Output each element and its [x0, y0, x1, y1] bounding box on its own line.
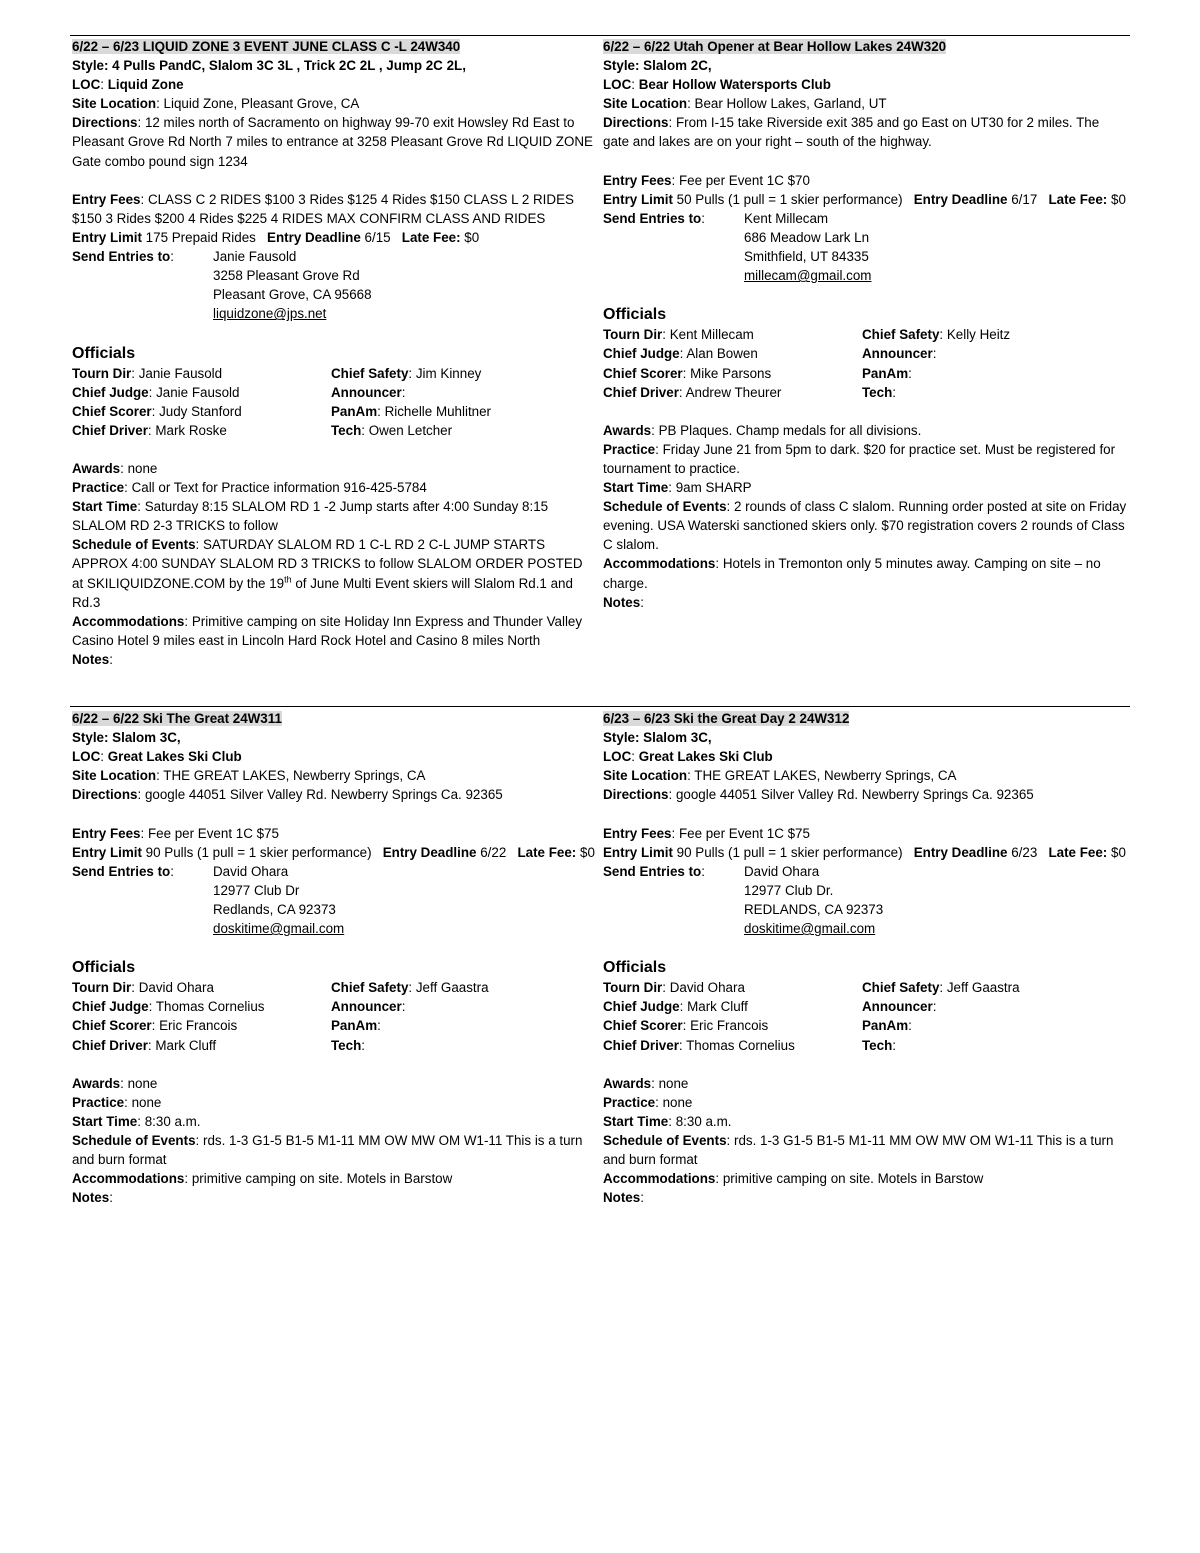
official-chief-scorer: Chief Scorer: Judy Stanford [72, 403, 242, 419]
event-loc: LOC: Great Lakes Ski Club [603, 749, 773, 765]
entry-email-link[interactable]: doskitime@gmail.com [744, 921, 876, 937]
official-chief-scorer: Chief Scorer: Eric Francois [72, 1018, 238, 1034]
event-awards: Awards: none [603, 1075, 689, 1091]
official-panam: PanAm: [862, 1018, 912, 1034]
event-header: 6/22 – 6/22 Utah Opener at Bear Hollow Lakes 24W320 [603, 39, 947, 54]
event-schedule: Schedule of Events: 2 rounds of class C slalom. Running order posted at site on Friday evening. USA Waterski sanctioned skiers only. $70 registration covers 2 rounds of Class C slalom. [603, 499, 1127, 553]
official-tourn-dir: Tourn Dir: David Ohara [72, 980, 214, 996]
event-awards: Awards: none [72, 460, 158, 476]
official-chief-driver: Chief Driver: Andrew Theurer [603, 384, 782, 400]
official-announcer: Announcer: [331, 384, 406, 400]
official-chief-scorer: Chief Scorer: Eric Francois [603, 1018, 769, 1034]
official-chief-driver: Chief Driver: Thomas Cornelius [603, 1037, 795, 1053]
event-fees: Entry Fees: Fee per Event 1C $75 [603, 825, 810, 841]
event-loc: LOC: Liquid Zone [72, 77, 184, 93]
official-chief-judge: Chief Judge: Mark Cluff [603, 999, 748, 1015]
event-directions: Directions: google 44051 Silver Valley Rd. Newberry Springs Ca. 92365 [603, 787, 1034, 803]
officials-grid [72, 978, 597, 1054]
event-schedule: Schedule of Events: SATURDAY SLALOM RD 1 C-L RD 2 C-L JUMP STARTS APPROX 4:00 SUNDAY SLALOM RD 3 TRICKS to follow SLALOM ORDER POSTED at SKILIQUIDZONE.COM by the 19th of June Multi Event skiers will Slalom Rd.1 and Rd.3 [72, 537, 583, 610]
event-block-liquid-zone [72, 37, 597, 669]
event-schedule: Schedule of Events: rds. 1-3 G1-5 B1-5 M1-11 MM OW MW OM W1-11 This is a turn and burn format [72, 1132, 583, 1168]
event-header: 6/22 – 6/23 LIQUID ZONE 3 EVENT JUNE CLASS C -L 24W340 [72, 39, 461, 54]
official-chief-driver: Chief Driver: Mark Roske [72, 422, 227, 438]
official-panam: PanAm: Richelle Muhlitner [331, 403, 492, 419]
event-send-entries: Send Entries to: David Ohara 12977 Club Dr. REDLANDS, CA 92373 doskitime@gmail.com [603, 862, 1128, 938]
event-notes: Notes: [72, 1190, 113, 1206]
event-site: Site Location: Bear Hollow Lakes, Garland, UT [603, 96, 887, 112]
official-chief-safety: Chief Safety: Kelly Heitz [862, 327, 1011, 343]
event-fees: Entry Fees: CLASS C 2 RIDES $100 3 Rides $125 4 Rides $150 CLASS L 2 RIDES $150 3 Rides $200 4 Rides $225 4 RIDES MAX CONFIRM CLASS AND RIDES [72, 191, 574, 226]
official-tourn-dir: Tourn Dir: David Ohara [603, 980, 745, 996]
officials-title: Officials [72, 344, 136, 362]
event-loc: LOC: Bear Hollow Watersports Club [603, 77, 831, 93]
event-block-bear-hollow [603, 37, 1128, 612]
official-panam: PanAm: [862, 365, 912, 381]
event-accommodations: Accommodations: primitive camping on site. Motels in Barstow [603, 1171, 984, 1187]
officials-title: Officials [72, 959, 136, 977]
officials-grid [603, 978, 1128, 1054]
official-tech: Tech: [862, 384, 896, 400]
official-chief-judge: Chief Judge: Thomas Cornelius [72, 999, 265, 1015]
event-send-entries: Send Entries to: David Ohara 12977 Club Dr Redlands, CA 92373 doskitime@gmail.com [72, 862, 597, 938]
event-accommodations: Accommodations: Hotels in Tremonton only 5 minutes away. Camping on site – no charge. [603, 556, 1101, 591]
event-style: Style: Slalom 3C, [72, 730, 181, 746]
event-directions: Directions: From I-15 take Riverside exit 385 and go East on UT30 for 2 miles. The gate and lakes are on your right – south of the highway. [603, 115, 1100, 150]
event-fees: Entry Fees: Fee per Event 1C $75 [72, 825, 279, 841]
event-notes: Notes: [603, 1190, 644, 1206]
event-send-entries: Send Entries to: Janie Fausold 3258 Pleasant Grove Rd Pleasant Grove, CA 95668 liquidzone@jps.net [72, 247, 597, 323]
event-start-time: Start Time: 8:30 a.m. [603, 1113, 732, 1129]
event-header: 6/23 – 6/23 Ski the Great Day 2 24W312 [603, 711, 850, 726]
official-tourn-dir: Tourn Dir: Janie Fausold [72, 365, 223, 381]
event-notes: Notes: [603, 594, 644, 610]
event-style: Style: Slalom 3C, [603, 730, 712, 746]
event-notes: Notes: [72, 651, 113, 667]
official-chief-safety: Chief Safety: Jeff Gaastra [331, 980, 489, 996]
top-divider [70, 35, 1130, 36]
event-style: Style: Slalom 2C, [603, 58, 712, 74]
official-tech: Tech: [331, 1037, 365, 1053]
event-limit: Entry Limit 50 Pulls (1 pull = 1 skier performance) Entry Deadline 6/17 Late Fee: $0 [603, 191, 1126, 207]
entry-email-link[interactable]: doskitime@gmail.com [213, 921, 345, 937]
event-practice: Practice: none [72, 1094, 162, 1110]
official-chief-scorer: Chief Scorer: Mike Parsons [603, 365, 772, 381]
event-accommodations: Accommodations: primitive camping on site. Motels in Barstow [72, 1171, 453, 1187]
official-announcer: Announcer: [862, 346, 937, 362]
event-limit: Entry Limit 175 Prepaid Rides Entry Deadline 6/15 Late Fee: $0 [72, 229, 480, 245]
event-start-time: Start Time: 9am SHARP [603, 480, 752, 496]
event-header: 6/22 – 6/22 Ski The Great 24W311 [72, 711, 282, 726]
official-chief-safety: Chief Safety: Jeff Gaastra [862, 980, 1020, 996]
event-site: Site Location: THE GREAT LAKES, Newberry Springs, CA [72, 768, 426, 784]
event-awards: Awards: PB Plaques. Champ medals for all divisions. [603, 422, 922, 438]
event-limit: Entry Limit 90 Pulls (1 pull = 1 skier performance) Entry Deadline 6/23 Late Fee: $0 [603, 844, 1126, 860]
officials-title: Officials [603, 306, 667, 324]
event-schedule: Schedule of Events: rds. 1-3 G1-5 B1-5 M1-11 MM OW MW OM W1-11 This is a turn and burn format [603, 1132, 1114, 1168]
officials-grid [72, 364, 597, 440]
official-tech: Tech: Owen Letcher [331, 422, 453, 438]
officials-title: Officials [603, 959, 667, 977]
official-tech: Tech: [862, 1037, 896, 1053]
officials-grid [603, 325, 1128, 401]
event-send-entries: Send Entries to: Kent Millecam 686 Meadow Lark Ln Smithfield, UT 84335 millecam@gmail.com [603, 209, 1128, 285]
entry-email-link[interactable]: liquidzone@jps.net [213, 306, 327, 322]
official-tourn-dir: Tourn Dir: Kent Millecam [603, 327, 754, 343]
event-start-time: Start Time: 8:30 a.m. [72, 1113, 201, 1129]
event-awards: Awards: none [72, 1075, 158, 1091]
event-practice: Practice: Friday June 21 from 5pm to dark. $20 for practice set. Must be registered for tournament to practice. [603, 441, 1116, 476]
event-loc: LOC: Great Lakes Ski Club [72, 749, 242, 765]
event-practice: Practice: Call or Text for Practice information 916-425-5784 [72, 480, 427, 496]
event-accommodations: Accommodations: Primitive camping on site Holiday Inn Express and Thunder Valley Casino Hotel 9 miles east in Lincoln Hard Rock Hotel and Casino 8 miles North [72, 613, 583, 648]
official-chief-judge: Chief Judge: Janie Fausold [72, 384, 240, 400]
event-block-ski-the-great [72, 709, 597, 1207]
event-directions: Directions: google 44051 Silver Valley Rd. Newberry Springs Ca. 92365 [72, 787, 503, 803]
official-chief-safety: Chief Safety: Jim Kinney [331, 365, 482, 381]
official-chief-judge: Chief Judge: Alan Bowen [603, 346, 758, 362]
event-fees: Entry Fees: Fee per Event 1C $70 [603, 172, 810, 188]
entry-email-link[interactable]: millecam@gmail.com [744, 268, 872, 284]
event-limit: Entry Limit 90 Pulls (1 pull = 1 skier performance) Entry Deadline 6/22 Late Fee: $0 [72, 844, 595, 860]
official-announcer: Announcer: [862, 999, 937, 1015]
event-practice: Practice: none [603, 1094, 693, 1110]
middle-divider [70, 706, 1130, 707]
event-block-ski-the-great-day-2 [603, 709, 1128, 1207]
official-chief-driver: Chief Driver: Mark Cluff [72, 1037, 217, 1053]
event-site: Site Location: THE GREAT LAKES, Newberry Springs, CA [603, 768, 957, 784]
event-directions: Directions: 12 miles north of Sacramento on highway 99-70 exit Howsley Rd East to Pleasant Grove Rd North 7 miles to entrance at 3258 Pleasant Grove Rd LIQUID ZONE Gate combo pound sign 1234 [72, 115, 593, 169]
event-start-time: Start Time: Saturday 8:15 SLALOM RD 1 -2 Jump starts after 4:00 Sunday 8:15 SLALOM RD 2-3 TRICKS to follow [72, 499, 549, 534]
official-announcer: Announcer: [331, 999, 406, 1015]
official-panam: PanAm: [331, 1018, 381, 1034]
event-style: Style: 4 Pulls PandC, Slalom 3C 3L , Trick 2C 2L , Jump 2C 2L, [72, 58, 466, 74]
event-site: Site Location: Liquid Zone, Pleasant Grove, CA [72, 96, 360, 112]
